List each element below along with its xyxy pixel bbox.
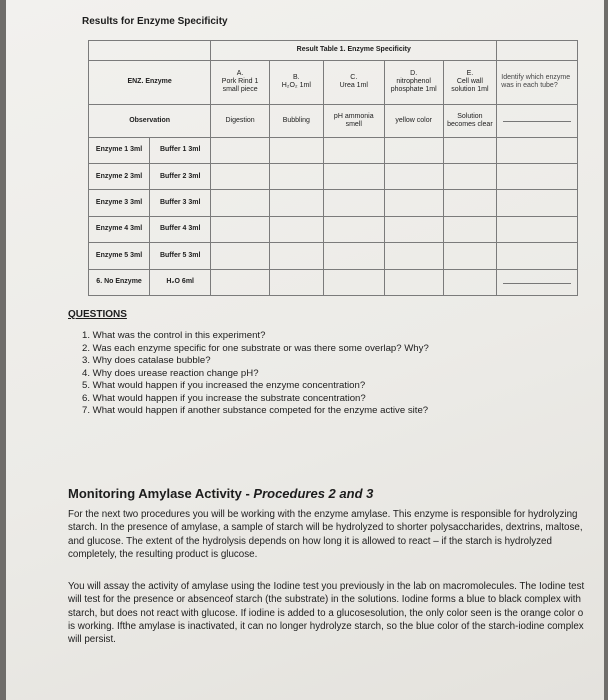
result-cell bbox=[443, 164, 497, 190]
result-cell bbox=[323, 243, 384, 269]
enzyme-cell: Enzyme 2 3ml bbox=[89, 164, 150, 190]
result-cell bbox=[443, 269, 497, 295]
result-cell bbox=[269, 269, 323, 295]
observation-cell: Solution becomes clear bbox=[443, 104, 497, 137]
answer-cell bbox=[497, 137, 578, 163]
result-cell bbox=[211, 269, 270, 295]
result-cell bbox=[269, 243, 323, 269]
question-item: 6. What would happen if you increase the substrate concentration? bbox=[82, 392, 366, 404]
result-cell bbox=[269, 190, 323, 216]
buffer-cell: Buffer 4 3ml bbox=[150, 216, 211, 242]
result-cell bbox=[384, 216, 443, 242]
result-cell bbox=[384, 190, 443, 216]
observation-cell: pH ammonia smell bbox=[323, 104, 384, 137]
result-table bbox=[88, 40, 578, 296]
answer-cell bbox=[497, 190, 578, 216]
enzyme-cell: Enzyme 1 3ml bbox=[89, 137, 150, 163]
questions-list bbox=[68, 330, 588, 416]
result-cell bbox=[211, 137, 270, 163]
question-item: 2. Was each enzyme specific for one substrate or was there some overlap? Why? bbox=[82, 342, 429, 354]
answer-cell bbox=[497, 216, 578, 242]
result-cell bbox=[384, 164, 443, 190]
enzyme-header: ENZ. Enzyme bbox=[89, 60, 211, 104]
result-cell bbox=[384, 137, 443, 163]
result-cell bbox=[323, 190, 384, 216]
questions-section bbox=[68, 309, 588, 418]
substrate-a: A. Pork Rind 1 small piece bbox=[211, 60, 270, 104]
substrate-b: B. H₂O₂ 1ml bbox=[269, 60, 323, 104]
result-cell bbox=[384, 269, 443, 295]
result-cell bbox=[323, 216, 384, 242]
observation-cell: yellow color bbox=[384, 104, 443, 137]
substrate-d: D. nitrophenol phosphate 1ml bbox=[384, 60, 443, 104]
buffer-cell: Buffer 3 3ml bbox=[150, 190, 211, 216]
substrate-c: C. Urea 1ml bbox=[323, 60, 384, 104]
result-cell bbox=[211, 190, 270, 216]
enzyme-cell: 6. No Enzyme bbox=[89, 269, 150, 295]
answer-blank bbox=[503, 119, 571, 122]
result-cell bbox=[443, 190, 497, 216]
result-cell bbox=[269, 216, 323, 242]
questions-heading: QUESTIONS bbox=[68, 309, 127, 320]
substrate-e: E. Cell wall solution 1ml bbox=[443, 60, 497, 104]
observation-cell: Bubbling bbox=[269, 104, 323, 137]
question-item: 4. Why does urease reaction change pH? bbox=[82, 367, 259, 379]
amylase-intro-paragraph: For the next two procedures you will be working with the enzyme amylase. This enzyme is responsible for hydrolyzing starch. In the presence of amylase, a sample of starch will be hydrolyzed to shorter polysaccharides, dextrins, maltose, and glucose. The extent of the hydrolysis depends on how long it is allowed to react – if the starch is hydrolyzed completely, the resulting product is glucose. bbox=[68, 509, 583, 560]
buffer-cell: H₂O 6ml bbox=[150, 269, 211, 295]
iodine-test-paragraph: You will assay the activity of amylase using the Iodine test you previously in the lab on macromolecules. The Iodine test will test for the presence or absenceof starch (the substrate) in the solutions. Iodine forms a blue to black complex with starch, but does not react with glucose. If iodine is added to a glucosesolution, the only color seen is the orange color o is working. Ifthe amylase is inactivated, it can no longer hydrolyze starch, so the blue color of the starch-iodine complex will persist. bbox=[68, 581, 585, 646]
result-cell bbox=[323, 164, 384, 190]
answer-cell bbox=[497, 269, 578, 295]
observation-cell: Digestion bbox=[211, 104, 270, 137]
question-item: 7. What would happen if another substance competed for the enzyme active site? bbox=[82, 405, 429, 416]
enzyme-cell: Enzyme 4 3ml bbox=[89, 216, 150, 242]
question-item: 3. Why does catalase bubble? bbox=[82, 355, 211, 366]
buffer-cell: Buffer 2 3ml bbox=[150, 164, 211, 190]
question-item: 1. What was the control in this experiment? bbox=[82, 330, 266, 341]
identify-header: Identify which enzyme was in each tube? bbox=[497, 60, 578, 104]
question-item: 5. What would happen if you increased the enzyme concentration? bbox=[82, 380, 366, 391]
section-title: Monitoring Amylase Activity - Procedures 2 and 3 bbox=[68, 486, 374, 501]
enzyme-cell: Enzyme 3 3ml bbox=[89, 190, 150, 216]
buffer-cell: Buffer 5 3ml bbox=[150, 243, 211, 269]
buffer-cell: Buffer 1 3ml bbox=[150, 137, 211, 163]
enzyme-cell: Enzyme 5 3ml bbox=[89, 243, 150, 269]
worksheet-page bbox=[6, 0, 604, 700]
result-cell bbox=[269, 164, 323, 190]
result-cell bbox=[269, 137, 323, 163]
result-cell bbox=[323, 137, 384, 163]
answer-cell bbox=[497, 164, 578, 190]
result-cell bbox=[443, 137, 497, 163]
table-caption: Result Table 1. Enzyme Specificity bbox=[211, 41, 497, 61]
page-title: Results for Enzyme Specificity bbox=[82, 16, 228, 27]
result-cell bbox=[211, 164, 270, 190]
result-cell bbox=[443, 243, 497, 269]
observation-label: Observation bbox=[89, 104, 211, 137]
result-cell bbox=[384, 243, 443, 269]
answer-cell bbox=[497, 243, 578, 269]
result-cell bbox=[443, 216, 497, 242]
result-cell bbox=[211, 216, 270, 242]
result-cell bbox=[323, 269, 384, 295]
result-cell bbox=[211, 243, 270, 269]
